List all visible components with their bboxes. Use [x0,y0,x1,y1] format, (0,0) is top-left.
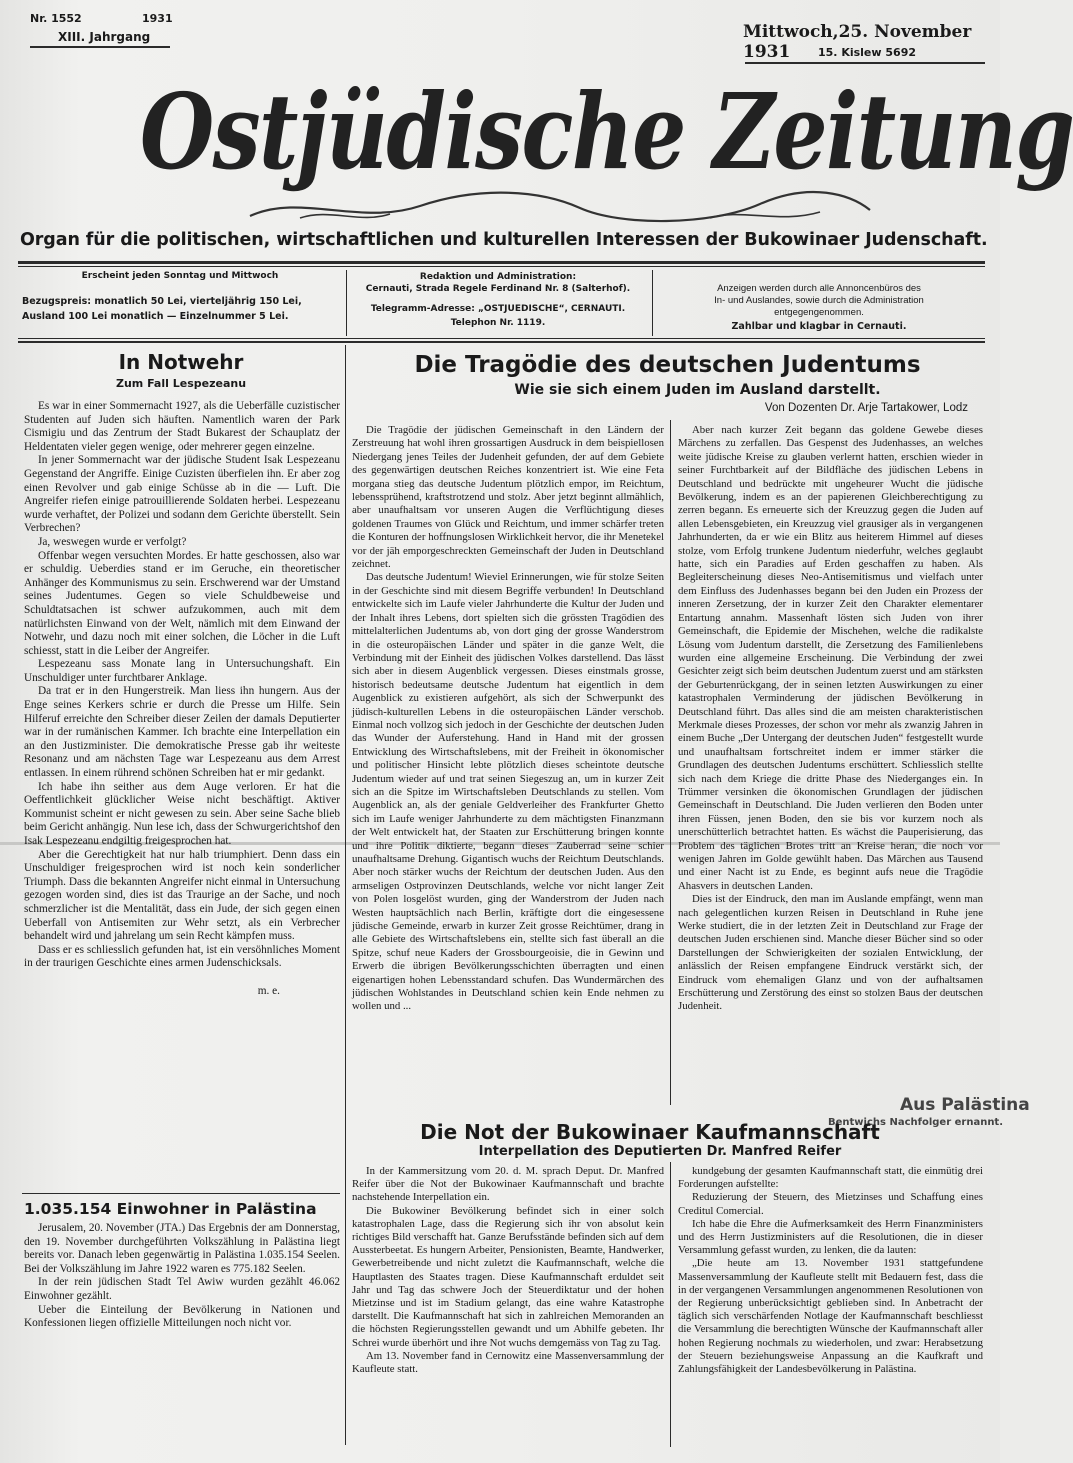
issue-year: 1931 [142,12,173,25]
article-subtitle-tragoedie: Wie sie sich einem Juden im Ausland darstellt. [514,382,881,398]
paragraph: „Die heute am 13. November 1931 stattgefundene Massenversammlung der Kaufleute stellt mit Bedauern fest, dass die in der vergangenen Versammlungen angenommenen Resolutionen von der Regierung unberücksichtigt geblieben sind. In Anbetracht der täglich sich verschärfenden Notlage der Kaufmannschaft beschliesst die Versammlung die berechtigten Wünsche der Kaufmannschaft aller hohen Regierung nochmals zu wiederholen, und zwar: Herabsetzung der Steuern beziehungsweise Anpassung an die Kaufkraft und Zahlungsfähigkeit der Landesbevölkerung in Palästina. [678,1257,983,1376]
article-body-tragoedie-col1 [352,424,664,1124]
article-title-notwehr: In Notwehr [118,350,244,374]
editorial-office-label: Redaktion und Administration: [419,272,577,282]
article-subtitle-notwehr: Zum Fall Lespezeanu [115,377,247,390]
paragraph: Am 13. November fand in Cernowitz eine Massenversammlung der Kaufleute statt. [352,1349,664,1376]
hebrew-date: 15. Kislew 5692 [818,46,916,59]
paragraph: In jener Sommernacht war der jüdische Student Isak Lespezeanu Gegenstand der Angriffe. Einige Cuzisten überfielen ihn. Er aber zog einen Revolver und gab einige Schüsse ab in die — Luft. Die Angreifer riefen einige patrouillierende Soldaten herbei. Lespezeanu wurde verhaftet, der Polizei und sodann dem Gerichte überstellt. Sein Verbrechen? [24,454,340,535]
article-body-notwehr [24,400,340,1185]
paragraph: Ich habe ihn seither aus dem Auge verloren. Er hat die Oeffentlichkeit glücklicher Weise nicht beschäftigt. Aktiver Kommunist scheint er nicht gewesen zu sein. Aber seine Sache blieb beim Gericht anhängig. Nun lese ich, dass der Schwurgerichtshof den Isak Lespezeanu endgiltig freigesprochen hat. [24,780,340,847]
article-body-kaufmannschaft-col1 [352,1165,664,1450]
paragraph: Ja, weswegen wurde er verfolgt? [38,535,187,548]
article-title-tragoedie: Die Tragödie des deutschen Judentums [414,352,921,378]
foreign-price: Ausland 100 Lei monatlich — Einzelnummer 5 Lei. [22,311,289,322]
issue-number: Nr. 1552 [30,12,82,25]
ads-note-1: Anzeigen werden durch alle Annoncenbüros des [717,283,921,294]
paragraph: In der rein jüdischen Stadt Tel Awiw wurden gezählt 46.062 Einwohner gezählt. [24,1276,340,1302]
paragraph: Das deutsche Judentum! Wieviel Erinnerungen, wie für stolze Seiten in der Geschichte sind mit diesem Begriffe verbunden! In Deutschland entwickelte sich im Laufe vieler Jahrhunderte die Kultur der Juden und der Inhalt ihres Lebens, dort spielten sich die grössten Tragödien des mittelalterlichen Judentums ab, von dort ging der grosse Wanderstrom in die osteuropäischen Länder und später in die ganze Welt, die Verbindung mit der Einheit des jüdischen Volkes darstellend. Das lässt sich aber in diesem Augenblick vergessen. Dieses einstmals grosse, historisch bedeutsame deutsche Judentum hat eigentlich in dem Augenblick zu existieren aufgehört, als sich der Schwerpunkt des jüdisch-kulturellen Lebens in die osteuropäischen Länder verschob. Einmal noch vollzog sich jedoch in der Geschichte der deutschen Juden das Wunder der Auferstehung. Hand in Hand mit der grossen Entwicklung des Wirtschaftslebens, mit der Freiheit in ökonomischer und politischer Hinsicht lebte plötzlich dieses scheintote deutsche Judentum wieder auf und trat seinen Siegeszug an, um in kurzer Zeit sich an die Spitze im Wirtschaftsleben Deutschlands zu stellen. Vom Augenblick an, als der geniale Geldverleiher des Frankfurter Ghetto sich im Laufe weniger Jahrhunderte zu dem mächtigsten Finanzmann der Welt entwickelt hat, der Staaten zur Erschütterung bringen konnte und ihre Politik diktierte, begann dieses Zauberrad seine schier unaufhaltsame Drehung. Gigantisch wuchs der Reichtum Deutschlands. Aber noch stärker wuchs der Reichtum der deutschen Juden. Aus den armseligen Ostprovinzen Deutschlands, welche vor nicht langer Zeit von Polen losgelöst wurden, ging der Wanderstrom der Juden nach Westen hauptsächlich nach Berlin, kräftigte dort die eingesessene jüdische Gemeinde, erwarb in kurzer Zeit grosse Reichtümer, drang in alle Gebiete des Wirtschaftslebens ein, stellte sich fast überall an die Spitze, schuf neue Kaders der Grossbourgeoisie, die in Gewinn und Erwerb die übrigen Bevölkerungsschichten überragten und einen eigenartigen hohen Lebensstandard schufen. Das Wundermärchen des jüdischen Wohlstandes in Deutschland schien kein Ende nehmen zu wollen und ... [352,571,664,1013]
info-divider-2 [652,270,653,336]
newspaper-title: Ostjüdische Zeitung [140,70,1073,193]
info-divider-1 [346,270,347,336]
subscription-price: Bezugspreis: monatlich 50 Lei, vierteljährig 150 Lei, [22,296,302,307]
telegram-address: Telegramm-Adresse: „OSTJUEDISCHE“, CERNAUTI. [370,304,626,314]
article-title-palaestina: Aus Palästina [900,1095,1030,1115]
paragraph: In der Kammersitzung vom 20. d. M. sprach Deput. Dr. Manfred Reifer über die Not der Bukowinaer Kaufmannschaft und brachte nachstehende Interpellation ein. [352,1165,664,1204]
telephone-number: Telephon Nr. 1119. [450,318,546,328]
article-title-kaufmannschaft: Die Not der Bukowinaer Kaufmannschaft [420,1120,880,1144]
ads-note-2: In- und Auslandes, sowie durch die Administration [714,295,924,306]
masthead-rule-top [18,261,985,264]
paragraph: Ich habe die Ehre die Aufmerksamkeit des Herrn Finanzministers und des Herrn Justizministers auf die Resolutionen, die in dieser Versammlung gefasst wurden, zu lenken, die da lauten: [678,1217,983,1257]
paragraph: Lespezeanu sass Monate lang in Untersuchungshaft. Ein Unschuldiger unter furchtbarer Anklage. [24,658,340,684]
article-body-census [24,1222,340,1437]
article-title-census: 1.035.154 Einwohner in Palästina [24,1200,317,1218]
paragraph: Dass er es schliesslich gefunden hat, ist ein versöhnliches Moment in der traurigen Geschichte eines armen Judenschicksals. [24,943,340,970]
paragraph: Dies ist der Eindruck, den man im Auslande empfängt, wenn man nach gelegentlichen kurzen Reisen in Deutschland in Ruhe jene Werke studiert, die in der letzten Zeit in Deutschland zur Frage der deutschen Juden erschienen sind. Manche dieser Bücher sind so oder Darstellungen der Schwierigkeiten der sozialen Entwicklung, der anlässlich der Reisen empfangene Eindruck verstärkt sich, der Eindruck vom ehemaligen Glanz und von der aufhaltsamen Erschütterung und Zerstörung des einst so stolzen Baus der deutschen Judenheit. [678,893,983,1013]
article-subtitle-kaufmannschaft: Interpellation des Deputierten Dr. Manfred Reifer [478,1144,842,1159]
paragraph: Reduzierung der Steuern, des Mietzinses und Schaffung eines Creditul Comercial. [678,1191,983,1217]
article-subtitle-palaestina: Bentwichs Nachfolger ernannt. [828,1117,1004,1128]
issue-date: Mittwoch,25. November 1931 [743,22,972,62]
inner-column-divider [670,420,671,1105]
article-signature: m. e. [257,984,280,997]
paragraph: Aber nach kurzer Zeit begann das goldene Gewebe dieses Märchens zu zerfallen. Das Gespenst des Judenhasses, an welches weite jüdische Kreise zu glauben verlernt hatten, erschien wieder in seiner Furchtbarkeit auf der Bildfläche des jüdischen Lebens in Deutschland und bedrückte mit ungeheurer Wucht die jüdische Bevölkerung, indem es an der papierenen Gleichberechtigung zu zerren begann. Es erneuerte sich der Kreuzzug gegen die Juden auf allen Lebensgebieten, ein Kreuzzug viel grausiger als in vergangenen Jahrhunderten, da er wie ein Blitz aus heiterem Himmel auf dieses stolze, vom Erfolg trunkene Judentum niederfuhr, welches geglaubt hatte, sich ein Paradies auf Erden geschaffen zu haben. Als Begleiterscheinung dieses Neo-Antisemitismus und vielfach unter dem Einfluss des Judenhasses begann bei den Juden ein Prozess der inneren Zersetzung, der in kurzer Zeit den Charakter elementarer Entartung annahm. Massenhaft lösten sich Juden von ihrer Gemeinschaft, die Epidemie der Mischehen, welche die radikalste Lösung vom Judentum darstellt, die Zersetzung des Familienlebens wurden eine allgemeine Erscheinung. Die Verbindung der zwei Gesichter zeigt sich beim deutschen Judentum zuerst und am stärksten der Geburtenrückgang, der in seinen letzten Auswirkungen zu einer katastrophalen Verminderung der jüdischen Bevölkerung in Deutschland führt. Das alles sind die am meisten charakteristischen Merkmale dieses Prozesses, der schon vor mehr als zwanzig Jahren in einem Buche „Der Untergang der deutschen Juden“ festgestellt wurde und unaufhaltsam fortschreitet indem er immer stärker die Grundlagen des deutschen Judentums erschüttert. Schliesslich stellte sich nach dem Kriege die dritte Phase des Niederganges ein. In Trümmer versinken die ökonomischen Grundlagen der jüdischen Gemeinschaft in Deutschland. Die Juden verlieren den Boden unter ihren Füssen, jenen Boden, den sie bis vor kurzem noch als unerschütterlich betrachtet hatten. Es wächst die Pauperisierung, das Problem des täglichen Brotes tritt an Kreise heran, die noch vor wenigen Jahren im Golde gewühlt haben. Das Märchen aus Tausend und einer Nacht ist zu Ende, es beginnt aufs neue die Tragödie Ahasvers in deutschen Landen. [678,424,983,892]
paragraph: Da trat er in den Hungerstreik. Man liess ihn hungern. Aus der Enge seines Kerkers schrie er durch die Presse um Hilfe. Sein Hilferuf erreichte den Schreiber dieser Zeilen der damals Deputierter war in der rumänischen Kammer. Ich brachte eine Interpellation ein an den Justizminister. Die demokratische Presse gab ihr weiteste Resonanz und am nächsten Tage war Lespezeanu aus dem Arrest entlassen. In einem rührend schönen Schreiben hat er mir gedankt. [24,685,340,780]
article-body-tragoedie-col2 [678,424,983,1104]
newspaper-subtitle: Organ für die politischen, wirtschaftlichen und kulturellen Interessen der Bukowinaer Judenschaft. [20,230,988,250]
paragraph: Offenbar wegen versuchten Mordes. Er hatte geschossen, also war er schuldig. Ueberdies stand er im Geruche, ein theoretischer Anhänger des Kommunismus zu sein. Erschwerend war der Umstand seines Judentumes. Gegen so viele Schuldbeweise und Schuldtatsachen ist schwer aufzukommen, auch mit dem natürlichsten Einwand von der Welt, nämlich mit dem Einwand der Notwehr, und dazu noch mit einer solchen, die Löcher in die Luft schiesst, statt in die Leiber der Angreifer. [24,549,340,657]
paragraph: Jerusalem, 20. November (JTA.) Das Ergebnis der am Donnerstag, den 19. November durchgeführten Volkszählung in Palästina liegt bereits vor. Danach leben gegenwärtig in Palästina 1.035.154 Seelen. Bei der Volkszählung im Jahre 1922 waren es 775.182 Seelen. [24,1222,340,1275]
paragraph: Ueber die Einteilung der Bevölkerung in Nationen und Konfessionen liegen offizielle Mitteilungen noch nicht vor. [24,1303,340,1330]
info-rule-bottom [18,341,985,343]
volume-label: XIII. Jahrgang [58,30,151,44]
publication-schedule: Erscheint jeden Sonntag und Mittwoch [81,271,279,281]
volume-underline [30,46,170,48]
paragraph: Es war in einer Sommernacht 1927, als die Ueberfälle cuzistischer Studenten auf Juden sich häuften. Namentlich waren der Park Cismigiu und das Zentrum der Stadt Bukarest der Schauplatz der Heldentaten vieler gegen wenige, oder mehrerer gegen einzelne. [24,400,340,453]
article-body-kaufmannschaft-col2 [678,1165,983,1450]
column-separator-rule [22,1193,340,1194]
ads-note-3: entgegengenommen. [774,307,864,318]
column-divider [345,345,346,1445]
article-author: Von Dozenten Dr. Arje Tartakower, Lodz [764,402,968,414]
paragraph: Die Bukowiner Bevölkerung befindet sich in einer solch katastrophalen Lage, dass die Regierung sich ihr von absolut kein richtiges Bild verschafft hat. Ganze Berufsstände befinden sich auf dem Aussterbeetat. Es hungern Arbeiter, Pensionisten, Beamte, Handwerker, Gewerbetreibende und nicht zuletzt die Kaufmannschaft, welche die Hauptlasten des Staates tragen. Diese Kaufmannschaft erduldet seit Jahr und Tag das schwere Joch der Steuerdiktatur und der hohen Mietzinse und ist im Stadium gelangt, das eine wahre Katastrophe darstellt. Die Kaufmannschaft hat sich in zahlreichen Memoranden an die höchsten Regierungsstellen gewandt und um Abhilfe gebeten. Ihr Schrei wurde überhört und ihre Not wuchs demgemäss von Tag zu Tag. [352,1204,664,1349]
paragraph: kundgebung der gesamten Kaufmannschaft statt, die einmütig drei Forderungen aufstellte: [678,1165,983,1191]
info-rule-bottom-thin [18,338,985,339]
payable-note: Zahlbar und klagbar in Cernauti. [731,321,907,332]
title-flourish-icon [240,188,880,228]
paragraph: Aber die Gerechtigkeit hat nur halb triumphiert. Denn dass ein Unschuldiger freigesprochen wird ist noch kein sonderlicher Triumph. Dass die bekannten Angreifer nicht einmal in Untersuchung gezogen worden sind, dies ist das Traurige an der Sache, und noch schmerzlicher ist die Mentalität, dass ein Jude, der sich gegen einen Ueberfall von Antisemiten zur Wehr setzt, als ein Verbrecher behandelt wird und jahrelang um sein Recht kämpfen muss. [24,848,340,943]
paragraph: Die Tragödie der jüdischen Gemeinschaft in den Ländern der Zerstreuung hat wohl ihren grossartigen Ausdruck in dem beispiellosen Niedergang jenes Teiles der Judenheit gefunden, der auf dem Gebiete des gegenwärtigen deutschen Reiches konzentriert ist. Wie eine Feta morgana stieg das deutsche Judentum plötzlich empor, im Reichtum, lebenssprühend, kraftstrotzend und stolz. Aber jetzt beginnt allmählich, aber unaufhaltsam vor unseren Augen die Verflüchtigung dieses goldenen Traumes von Glück und Reichtum, und immer schärfer treten die Konturen der hoffnungslosen Wirklichkeit hervor, die ihr Menetekel vor der jäh emporgeschreckten Gemeinschaft der Juden in Deutschland zeichnet. [352,424,664,571]
masthead-rule-thin [18,266,985,267]
inner-column-divider-lower [670,1162,671,1447]
editorial-address: Cernauti, Strada Regele Ferdinand Nr. 8 (Salterhof). [365,284,631,294]
